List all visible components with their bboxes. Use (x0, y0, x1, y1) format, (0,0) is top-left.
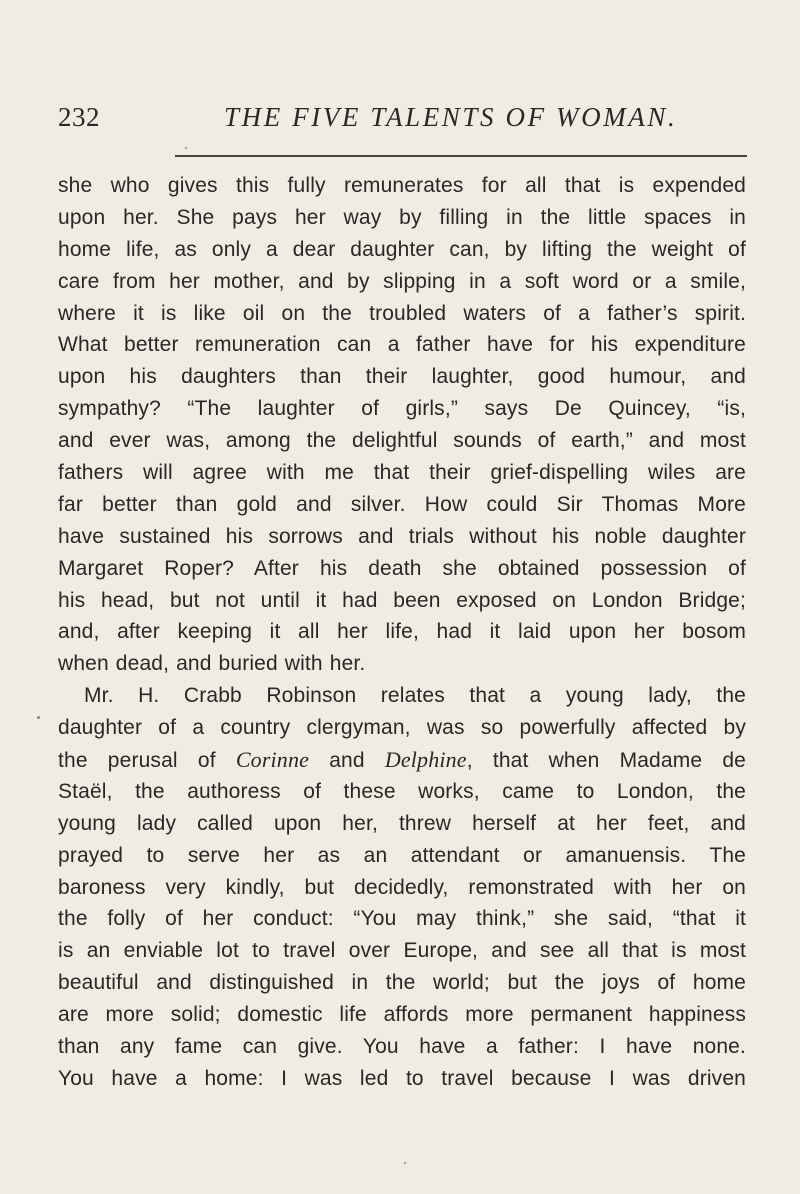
paragraph-end-line: when dead, and buried with her. (58, 652, 366, 676)
text-line: prayed to serve her as an attendant or amanuensis. The (58, 843, 746, 867)
text-fragment: the perusal of (58, 749, 236, 773)
paragraph-start-line: Mr. H. Crabb Robinson relates that a young lady, the (84, 684, 746, 708)
text-line: care from her mother, and by slipping in a soft word or a smile, (58, 269, 746, 293)
text-line: is an enviable lot to travel over Europe, and see all that is most (58, 939, 746, 963)
text-line: where it is like oil on the troubled waters of a father’s spirit. (58, 301, 746, 325)
page-number: 232 (58, 102, 100, 132)
text-line: than any fame can give. You have a father: I have none. (58, 1035, 746, 1059)
text-line: have sustained his sorrows and trials without his noble daughter (58, 524, 746, 548)
running-title: THE FIVE TALENTS OF WOMAN. (224, 102, 678, 132)
text-line: sympathy? “The laughter of girls,” says De Quincey, “is, (58, 397, 746, 421)
book-title-delphine: Delphine (384, 747, 467, 773)
paper-speck (404, 1162, 406, 1164)
text-line: are more solid; domestic life affords more permanent happiness (58, 1003, 746, 1027)
text-line: his head, but not until it had been exposed on London Bridge; (58, 588, 746, 612)
text-line: You have a home: I was led to travel because I was driven (58, 1066, 746, 1090)
page-header (58, 102, 746, 142)
text-line: she who gives this fully remunerates for all that is expended (58, 174, 746, 197)
text-line: the folly of her conduct: “You may think,” she said, “that it (58, 907, 746, 931)
body-text (58, 170, 746, 1095)
text-line: and, after keeping it all her life, had it laid upon her bosom (58, 620, 746, 644)
book-title-corinne: Corinne (235, 747, 310, 773)
text-fragment: , that when Madame de (466, 749, 746, 773)
text-line: Margaret Roper? After his death she obtained possession of (58, 556, 746, 580)
text-line: Staël, the authoress of these works, came to London, the (58, 779, 746, 803)
text-line: fathers will agree with me that their grief-dispelling wiles are (58, 461, 746, 485)
text-line: daughter of a country clergyman, was so powerfully affected by (58, 716, 746, 740)
text-line: upon his daughters than their laughter, good humour, and (58, 365, 746, 389)
text-fragment: and (309, 749, 385, 773)
text-line: far better than gold and silver. How could Sir Thomas More (58, 492, 746, 516)
text-line: home life, as only a dear daughter can, by lifting the weight of (58, 237, 746, 261)
text-line-with-titles (58, 744, 746, 776)
paper-speck (37, 716, 40, 719)
text-line: and ever was, among the delightful sounds of earth,” and most (58, 429, 746, 453)
paper-speck (185, 147, 187, 149)
text-line: beautiful and distinguished in the world; but the joys of home (58, 971, 746, 995)
text-line: baroness very kindly, but decidedly, remonstrated with her on (58, 875, 746, 899)
header-rule (175, 155, 747, 157)
text-line: young lady called upon her, threw herself at her feet, and (58, 811, 746, 835)
text-line: What better remuneration can a father have for his expenditure (58, 333, 746, 357)
text-line: upon her. She pays her way by filling in the little spaces in (58, 205, 746, 229)
